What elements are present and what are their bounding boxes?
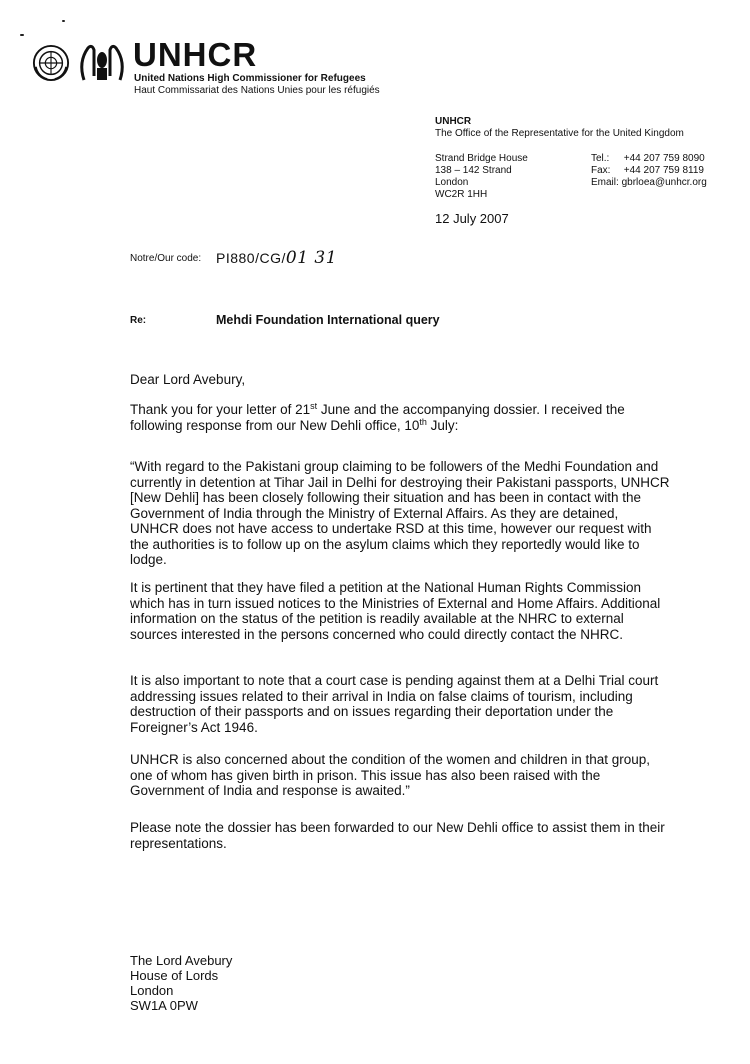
paragraph-quote-1: “With regard to the Pakistani group claiming to be followers of the Medhi Foundation and currently in detention at Tihar Jail in Delhi for destroying their Pakistani passports, UNHCR [New Dehli] has been closely following their situation and has been in contact with the Government of India through the Ministry of External Affairs. As they are detained, UNHCR does not have access to undertake RSD at this time, however our request with the authorities is to follow up on the asylum claims which they reportedly would like to lodge.	[130, 459, 670, 567]
paragraph-quote-3: It is also important to note that a court case is pending against them at a Delhi Trial court addressing issues related to their arrival in India on false claims of tourism, including destruction of their passports and on issues regarding their deportation under the Foreigner’s Act 1946.	[130, 673, 659, 735]
un-emblem-icon	[32, 44, 70, 82]
code-handwritten: 01 31	[285, 248, 338, 268]
superscript: st	[310, 401, 318, 411]
office-description: The Office of the Representative for the United Kingdom	[435, 128, 684, 139]
our-code-label: Notre/Our code:	[130, 253, 202, 264]
recipient-line: SW1A 0PW	[130, 998, 198, 1013]
tel-label: Tel.:	[591, 153, 610, 164]
unhcr-hands-logo-icon	[76, 40, 128, 84]
our-code-value	[216, 248, 337, 268]
paragraph-closing: Please note the dossier has been forwarded to our New Dehli office to assist them in their representations.	[130, 820, 665, 851]
recipient-address	[130, 953, 232, 1013]
tel-value: +44 207 759 8090	[623, 153, 705, 164]
paragraph-intro	[130, 402, 670, 433]
text-run: Thank you for your letter of 21	[130, 402, 311, 417]
paragraph-quote-2: It is pertinent that they have filed a petition at the National Human Rights Commission which has in turn issued notices to the Ministries of External and Home Affairs. Additional information on the status of the petition is readily available at the NHRC to external sources interested in the persons concerned who could directly contact the NHRC.	[130, 580, 661, 642]
office-contact	[591, 153, 707, 189]
brand-name: UNHCR	[133, 36, 258, 73]
office-address	[435, 153, 528, 201]
salutation: Dear Lord Avebury,	[130, 372, 246, 387]
recipient-line: The Lord Avebury	[130, 953, 233, 968]
letter-date: 12 July 2007	[435, 211, 509, 226]
paragraph-quote-4: UNHCR is also concerned about the condition of the women and children in that group, one of whom has given birth in prison. This issue has also been raised with the Government of India and response is awaited.”	[130, 752, 651, 798]
re-label: Re:	[130, 315, 147, 326]
recipient-line: London	[130, 983, 174, 998]
address-line: Strand Bridge House	[435, 153, 528, 164]
org-name-french: Haut Commissariat des Nations Unies pour les réfugiés	[134, 85, 380, 96]
fax-value: +44 207 759 8119	[623, 165, 704, 176]
recipient-line: House of Lords	[130, 968, 219, 983]
org-name-english: United Nations High Commissioner for Refugees	[134, 73, 366, 84]
address-line: 138 – 142 Strand	[435, 165, 512, 176]
address-line: London	[435, 177, 469, 188]
fax-label: Fax:	[591, 165, 611, 176]
text-run: June and the accompanying dossier. I received the following response from our New Dehli office, 10	[130, 402, 625, 433]
address-line: WC2R 1HH	[435, 189, 488, 200]
code-typed: PI880/CG/	[216, 250, 286, 266]
email-value: gbrloea@unhcr.org	[621, 177, 707, 188]
letter-subject: Mehdi Foundation International query	[216, 313, 440, 327]
email-label: Email:	[591, 177, 619, 188]
superscript: th	[419, 416, 427, 427]
text-run: July:	[426, 417, 459, 433]
office-name: UNHCR	[435, 116, 472, 127]
